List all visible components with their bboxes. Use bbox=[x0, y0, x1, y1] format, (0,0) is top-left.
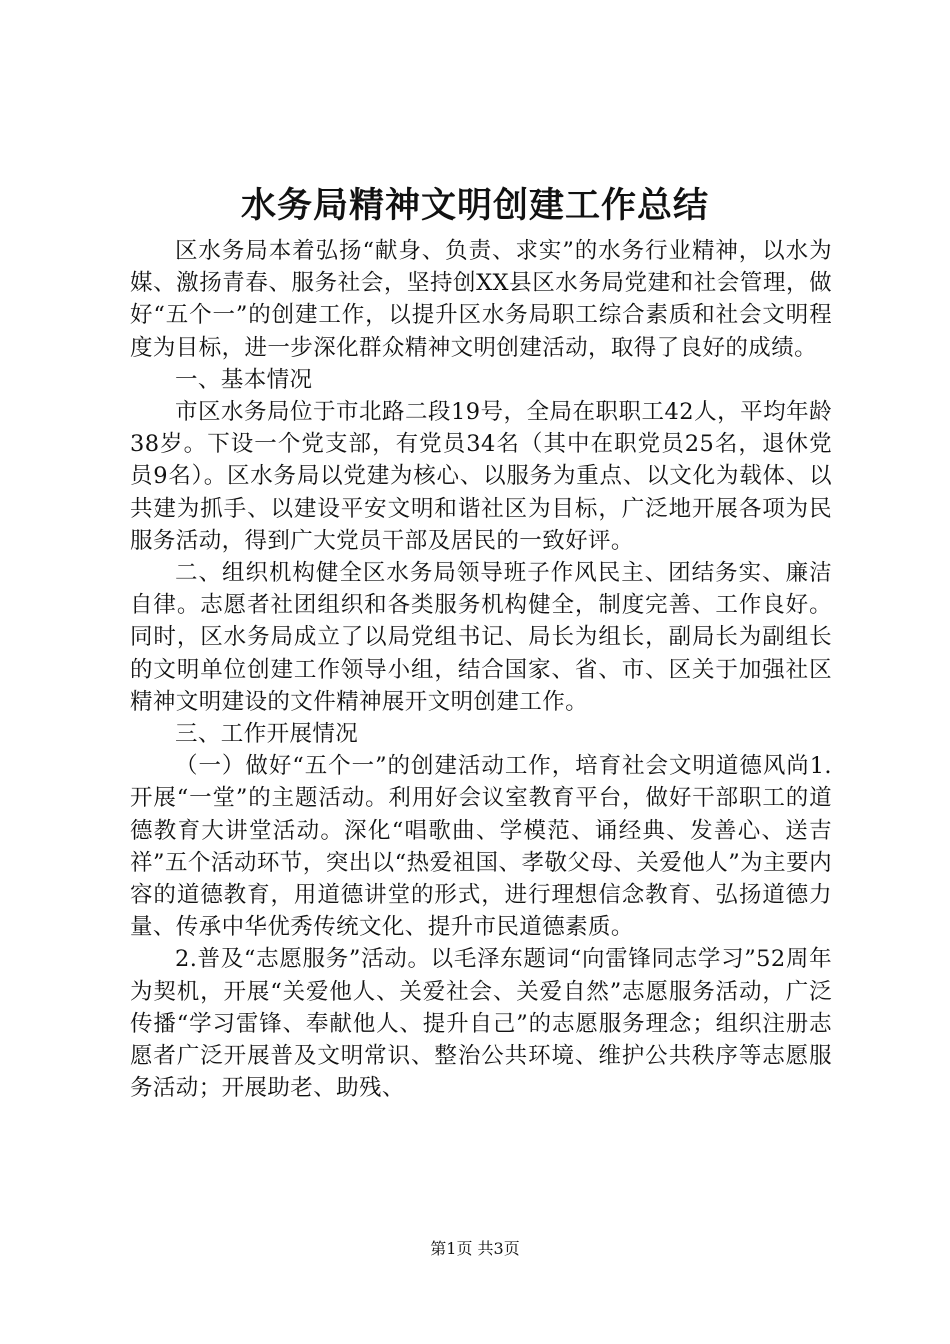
section-heading-basic: 一、基本情况 bbox=[175, 366, 313, 393]
paragraph-basic-situation: 市区水务局位于市北路二段19号，全局在职职工42人，平均年龄38岁。下设一个党支部，有党员34名（其中在职党员25名，退休党员9名）。区水务局以党建为核心、以服务为重点、以文化为载体、以共建为抓手、以建设平安文明和谐社区为目标，广泛地开展各项为民服务活动，得到广大党员干部及居民的一致好评。 bbox=[130, 399, 832, 554]
section-heading-work: 三、工作开展情况 bbox=[175, 721, 359, 748]
paragraph-organization: 二、组织机构健全区水务局领导班子作风民主、团结务实、廉洁自律。志愿者社团组织和各类服务机构健全，制度完善、工作良好。同时，区水务局成立了以局党组书记、局长为组长，副局长为副组长的文明单位创建工作领导小组，结合国家、省、市、区关于加强社区精神文明建设的文件精神展开文明创建工作。 bbox=[130, 560, 832, 715]
paragraph-five-ones: （一）做好“五个一”的创建活动工作，培育社会文明道德风尚1.开展“一堂”的主题活动。利用好会议室教育平台，做好干部职工的道德教育大讲堂活动。深化“唱歌曲、学模范、诵经典、发善心、送吉祥”五个活动环节，突出以“热爱祖国、孝敬父母、关爱他人”为主要内容的道德教育，用道德讲堂的形式，进行理想信念教育、弘扬道德力量、传承中华优秀传统文化、提升市民道德素质。 bbox=[130, 753, 832, 941]
document-body bbox=[130, 235, 832, 1104]
document-title: 水务局精神文明创建工作总结 bbox=[240, 185, 709, 226]
page-number-footer: 第1页 共3页 bbox=[430, 1239, 520, 1258]
paragraph-intro: 区水务局本着弘扬“献身、负责、求实”的水务行业精神，以水为媒、激扬青春、服务社会，坚持创XX县区水务局党建和社会管理，做好“五个一”的创建工作，以提升区水务局职工综合素质和社会文明程度为目标，进一步深化群众精神文明创建活动，取得了良好的成绩。 bbox=[130, 238, 832, 361]
paragraph-volunteer: 2.普及“志愿服务”活动。以毛泽东题词“向雷锋同志学习”52周年为契机，开展“关爱他人、关爱社会、关爱自然”志愿服务活动，广泛传播“学习雷锋、奉献他人、提升自己”的志愿服务理念；组织注册志愿者广泛开展普及文明常识、整治公共环境、维护公共秩序等志愿服务活动；开展助老、助残、 bbox=[130, 946, 832, 1102]
